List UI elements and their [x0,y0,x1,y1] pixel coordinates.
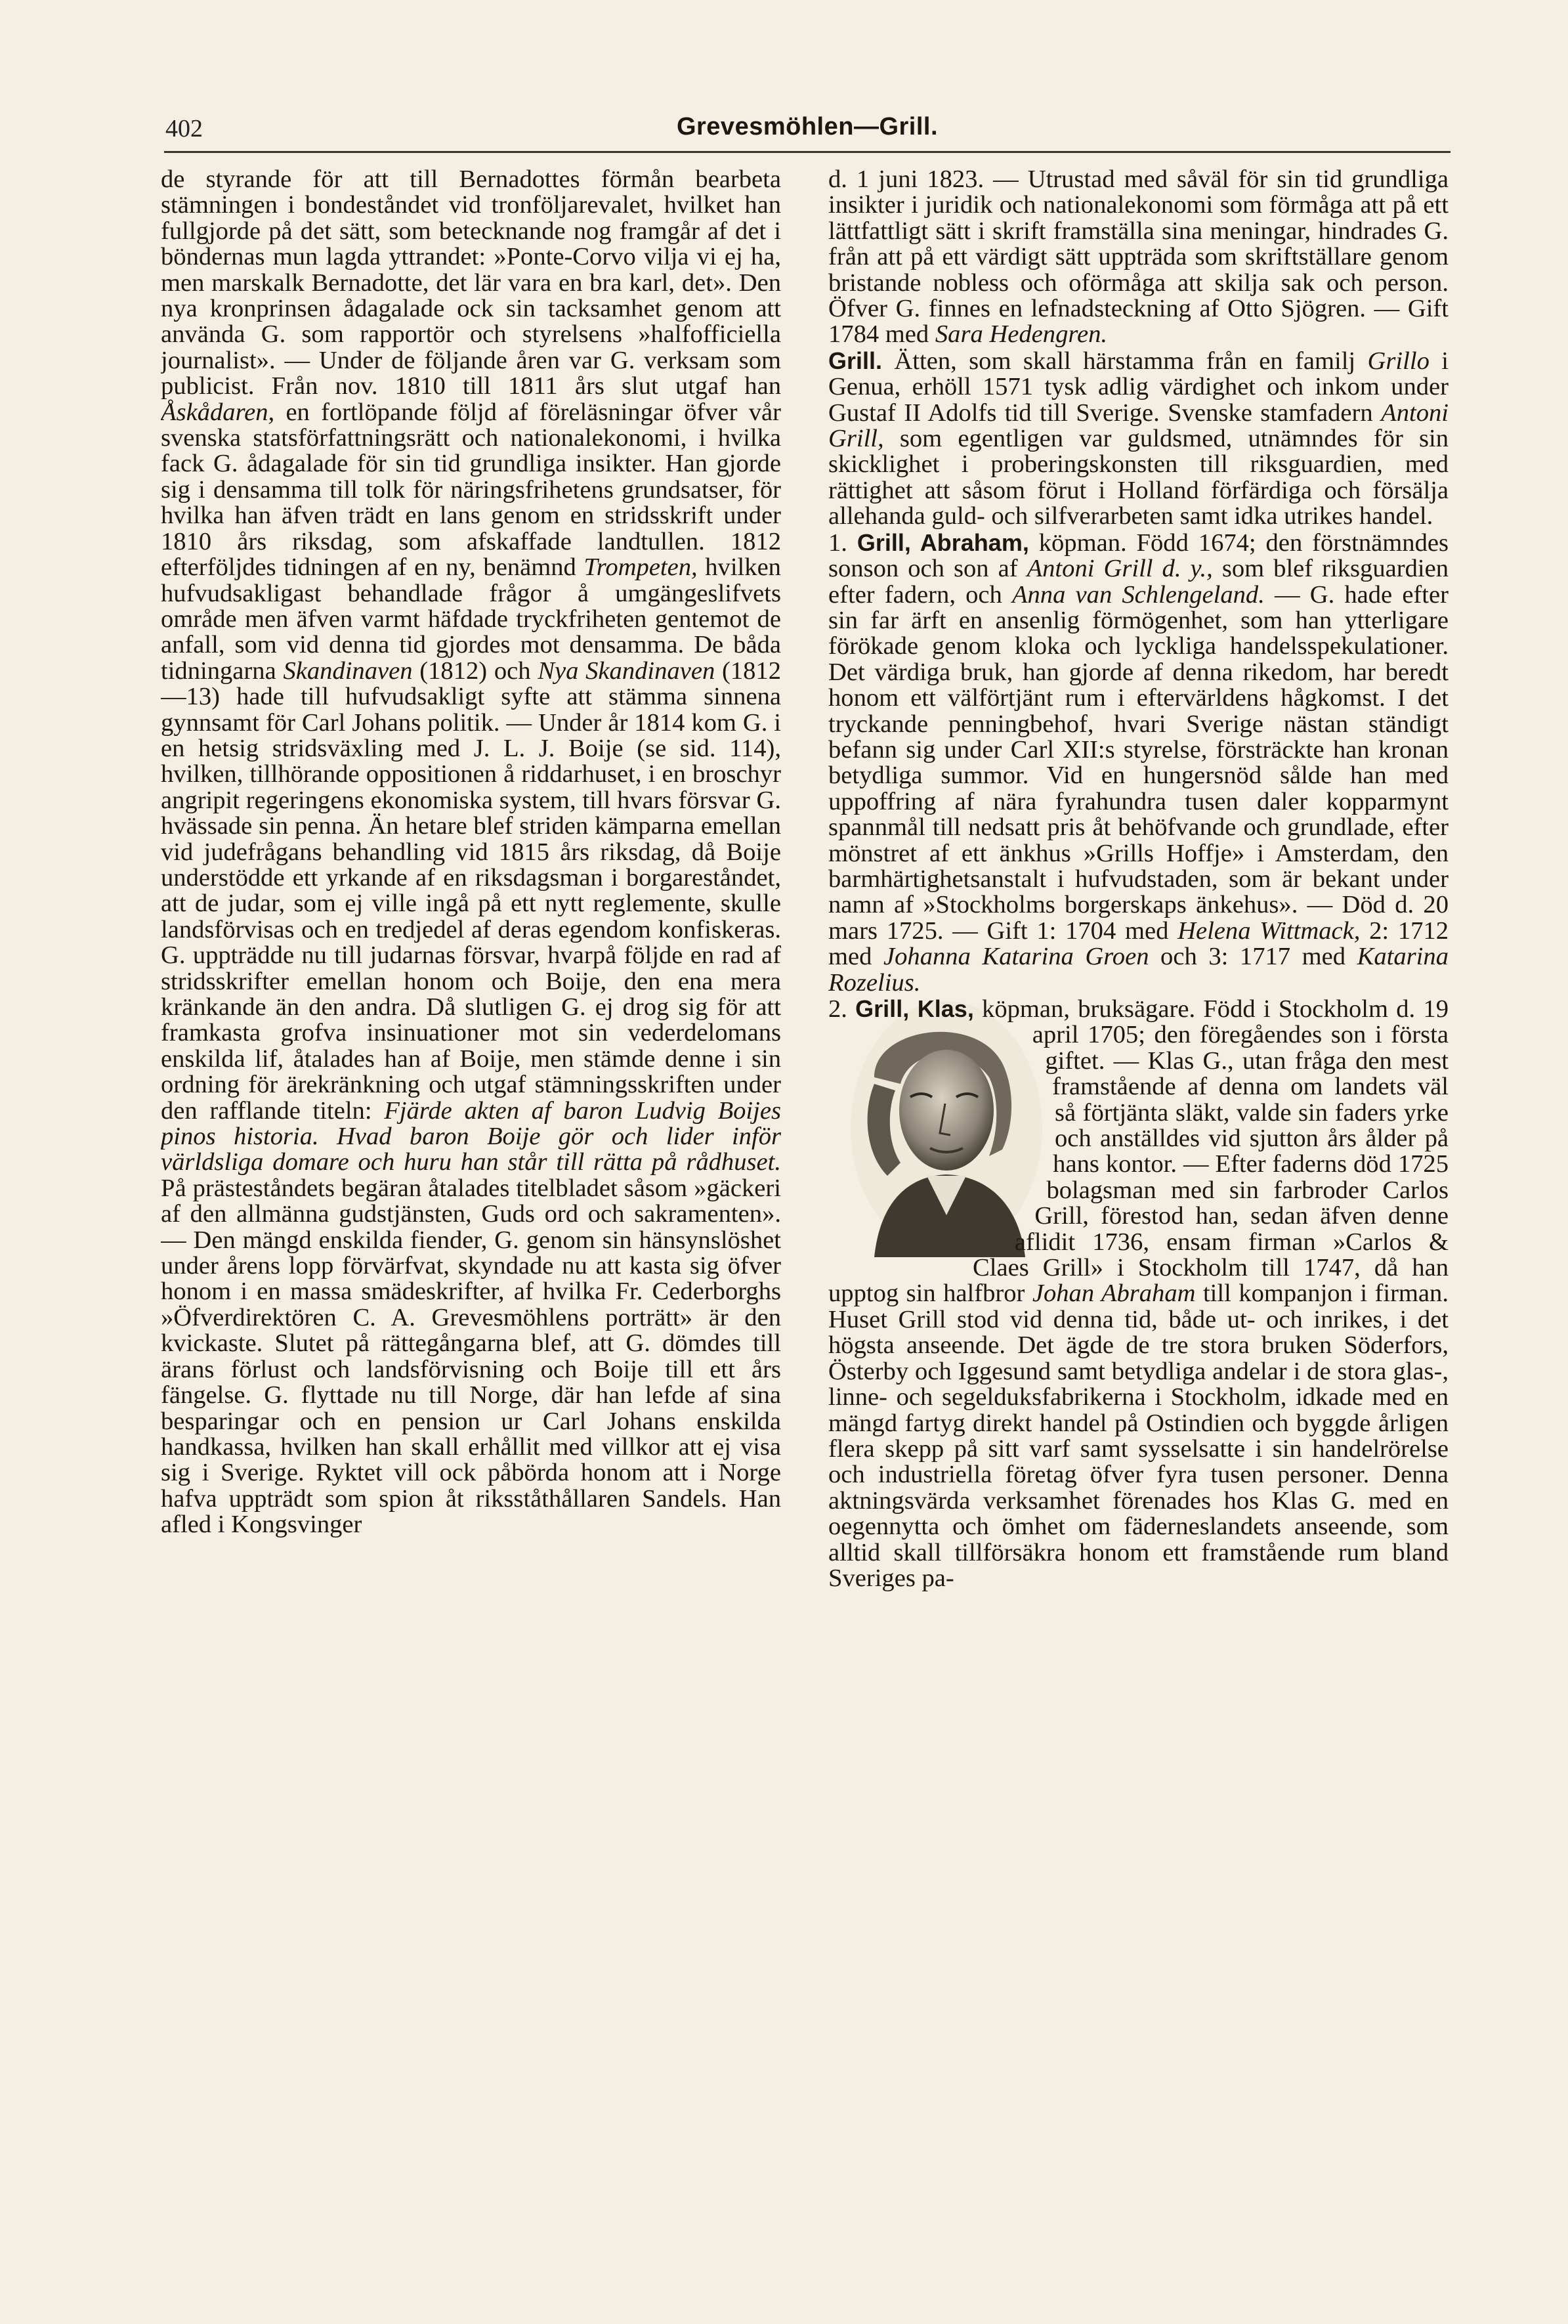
entry-abraham-grill: 1. Grill, Abraham, köpman. Född 1674; den förstnämndes sonson och son af Antoni Grill d. y., som blef riksguardien efter fadern, och Anna van Schlengeland. — G. hade efter sin far ärft en ansenlig förmögenhet, som han ytterligare förökade genom kloka och lyckliga handelsspekulationer. Det värdiga bruk, han gjorde af denna rikedom, har beredt honom ett välförtjänt rum i eftervärldens hågkomst. I det tryckande penningbehof, hvari Sverige nästan ständigt befann sig under Carl XII:s styrelse, försträckte han kronan betydliga summor. Vid en hungersnöd sålde han med uppoffring af nära fyrahundra tusen daler kopparmynt spannmål till nedsatt pris åt behöfvande och grundlade, efter mönstret af ett änkhus »Grills Hoffje» i Amsterdam, den barmhärtighetsanstalt i hufvudstaden, som är bekant under namn af »Stockholms borgerskaps änkehus». — Död d. 20 mars 1725. — Gift 1: 1704 med Helena Wittmack, 2: 1712 med Johanna Katarina Groen och 3: 1717 med Katarina Rozelius. [828,528,1449,997]
running-head: Grevesmöhlen—Grill. [676,113,939,140]
klas-grill-portrait [848,999,1045,1257]
right-column [828,167,1449,2235]
page-header [164,105,1451,153]
left-column [161,167,781,2235]
grill-family-heading: Grill. [828,347,883,374]
grevesmohlen-continued-paragraph: d. 1 juni 1823. — Utrustad med såväl för sin tid grundliga insikter i juridik och nationalekonomi som förmåga att på ett lättfattligt sätt i skrift framställa sina meningar, hindrades G. från att på ett värdigt sätt uppträda som skriftställare genom bristande nobless och oförmåga att skilja sak och person. Öfver G. finnes en lefnadsteckning af Otto Sjögren. — Gift 1784 med Sara Hedengren. [828,167,1449,349]
page-number: 402 [165,115,203,142]
klas-grill-heading: Grill, Klas, [855,995,974,1022]
entry-klas-grill: 2. Grill, Klas, köpman, bruksägare. Född i Stockholm d. 19 april 1705; den föregåendes son i första giftet. — Klas G., utan fråga den mest framstående af denna om landets väl så förtjänta släkt, valde sin faders yrke och anställdes vid sjutton års ålder på hans kontor. — Efter faderns död 1725 bolagsman med sin farbroder Carlos Grill, förestod han, sedan äfven denne aflidit 1736, ensam firman »Carlos & Claes Grill» i Stockholm till 1747, då han upptog sin halfbror Johan Abraham till kompanjon i firman. Huset Grill stod vid denna tid, både ut- och inrikes, i det högsta anseende. Det ägde de tre stora bruken Söderfors, Österby och Iggesund samt betydliga andelar i de stora glas-, linne- och segelduksfabrikerna i Stockholm, idkade med en mängd fartyg direkt handel på Ostindien och byggde årligen flera skepp på sitt varf samt sysselsatte i sin handelrörelse och industriella företag öfver fyra tusen personer. Denna aktningsvärda verksamhet förenades hos Klas G. med en oegennytta och ömhet om fäderneslandets anseende, som alltid skall tillförsäkra honom ett framstående rum bland Sveriges pa- [828,995,1449,1592]
abraham-grill-heading: Grill, Abraham, [857,528,1029,556]
grevesmohlen-paragraph: de styrande för att till Bernadottes förmån bearbeta stämningen i bondeståndet vid tronföljarevalet, hvilket han fullgjorde på det sätt, som betecknande nog framgår af det i böndernas mun lagda yttrandet: »Ponte-Corvo vilja vi ej ha, men marskalk Bernadotte, det lär vara en bra karl, det». Den nya kronprinsen ådagalade ock sin tacksamhet genom att använda G. som rapportör och styrelsens »halfofficiella journalist». — Under de följande åren var G. verksam som publicist. Från nov. 1810 till 1811 års slut utgaf han Åskådaren, en fortlöpande följd af föreläsningar öfver vår svenska statsförfattningsrätt och nationalekonomi, i hvilka fack G. ådagalade för sin tid grundliga insikter. Han gjorde sig i densamma till tolk för näringsfrihetens grundsatser, för hvilka han äfven trädt en lans genom en stridsskrift under 1810 års riksdag, som afskaffade landtullen. 1812 efterföljdes tidningen af en ny, benämnd Trompeten, hvilken hufvudsakligast behandlade frågor å umgängeslifvets område men äfven varmt häfdade tryckfriheten gentemot de anfall, som vid denna tid gjordes mot densamma. De båda tidningarna Skandinaven (1812) och Nya Skandinaven (1812—13) hade till hufvudsakligt syfte att stämma sinnena gynnsamt för Carl Johans politik. — Under år 1814 kom G. i en hetsig stridsväxling med J. L. J. Boije (se sid. 114), hvilken, tillhörande oppositionen å riddarhuset, i en broschyr angripit regeringens ekonomiska system, till hvars försvar G. hvässade sin penna. Än hetare blef striden kämparna emellan vid judefrågans behandling vid 1815 års riksdag, då Boije understödde ett yrkande af en riksdagsman i borgareståndet, att de judar, som ej ville ingå på ett nytt reglemente, skulle landsförvisas och en tredjedel af deras egendom konfiskeras. G. uppträdde nu till judarnas försvar, hvarpå följde en rad af stridsskrifter emellan honom och Boije, den ena mera kränkande än den andra. Då slutligen G. ej drog sig för att framkasta grofva insinuationer mot sin vederdelomans enskilda lif, åtalades han af Boije, men stämde denne i sin ordning för ärekränkning och utgaf stämningsskriften under den rafflande titeln: Fjärde akten af baron Ludvig Boijes pinos historia. Hvad baron Boije gör och lider inför världsliga domare och huru han står till rätta på rådhuset. På prästeståndets begäran åtalades titelbladet såsom »gäckeri af den allmänna gudstjänsten, Guds ord och sakramenten». — Den mängd enskilda fiender, G. genom sin hänsynslöshet under årens lopp förvärfvat, skyndade nu att kasta sig öfver honom i en massa smädeskrifter, af hvilka Fr. Cederborghs »Öfverdirektören C. A. Grevesmöhlens porträtt» är den kvickaste. Slutet på rättegångarna blef, att G. dömdes till ärans förlust och landsförvisning och Boije till ett års fängelse. G. flyttade nu till Norge, där han lefde af sina besparingar och en pension ur Carl Johans enskilda handkassa, hvilken han skall erhållit med villkor att ej visa sig i Sverige. Ryktet vill ock påbörda honom att i Norge hafva uppträdt som spion åt riksståthållaren Sandels. Han afled i Kongsvinger [161,167,781,1539]
grill-family-entry: Grill. Ätten, som skall härstamma från en familj Grillo i Genua, erhöll 1571 tysk adlig värdighet och inkom under Gustaf II Adolfs tid till Sverige. Svenske stamfadern Antoni Grill, som egentligen var guldsmed, utnämndes för sin skicklighet i proberingskonsten till riksguardien, med rättighet att såsom förut i Holland förfärdiga och försälja allehanda guld- och silfverarbeten samt idka utrikes handel. [828,347,1449,530]
